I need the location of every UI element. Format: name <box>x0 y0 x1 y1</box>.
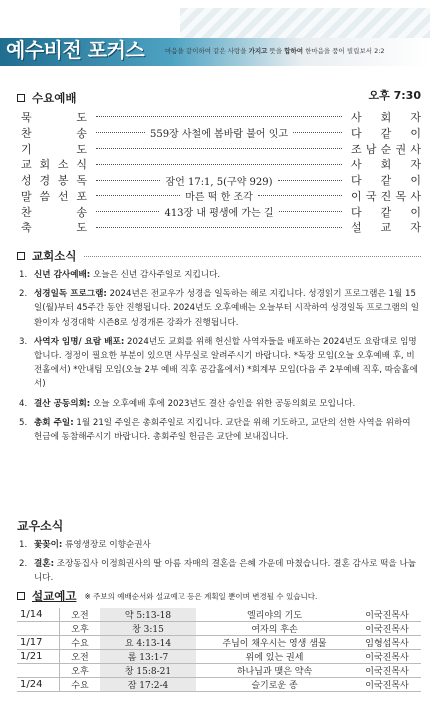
news-item <box>17 557 421 585</box>
schedule-sermon-title: 여자의 후손 <box>196 622 353 636</box>
worship-role: 성 경 봉 독 <box>21 174 87 188</box>
schedule-sermon-title: 엘리야의 기도 <box>196 608 353 622</box>
item-text: 오늘은 신년 감사주일로 지킵니다. <box>90 270 221 280</box>
news-item <box>17 416 421 444</box>
news-item <box>17 287 421 330</box>
worship-role: 묵 도 <box>21 110 87 124</box>
schedule-date <box>17 664 60 678</box>
item-number: 1. <box>19 540 28 550</box>
schedule-date: 1/17 <box>17 636 60 650</box>
worship-row <box>17 156 421 172</box>
worship-person: 이 국 진 목 사 <box>351 189 421 203</box>
schedule-preacher: 이국진목사 <box>353 664 421 678</box>
schedule-preacher: 이국진목사 <box>353 678 421 692</box>
schedule-row <box>17 678 421 692</box>
worship-person: 조 남 순 권 사 <box>351 142 421 156</box>
schedule-scripture: 잠 17:2-4 <box>100 678 196 692</box>
header-banner <box>0 0 431 68</box>
header-slogan: 마음을 같이하여 같은 사랑을 가지고 뜻을 합하여 한마음을 품어 빌립보서 2:2 <box>165 47 385 55</box>
item-number: 5. <box>19 417 28 428</box>
worship-row <box>17 125 421 141</box>
schedule-row <box>17 608 421 622</box>
schedule-scripture: 창 3:15 <box>100 622 196 636</box>
schedule-row <box>17 636 421 650</box>
item-number: 3. <box>19 336 28 347</box>
news-item <box>17 268 421 282</box>
worship-row <box>17 172 421 188</box>
schedule-preacher: 임형섭목사 <box>353 636 421 650</box>
worship-person: 사 회 자 <box>351 110 421 124</box>
item-number: 2. <box>19 559 28 570</box>
schedule-preacher: 이국진목사 <box>353 622 421 636</box>
sermon-schedule-section <box>17 588 421 692</box>
news-item <box>17 538 421 552</box>
worship-title: 수요예배 <box>32 91 77 105</box>
page-title: 예수비전 포커스 <box>6 38 145 62</box>
schedule-sermon-title: 하나님과 맺은 약속 <box>196 664 353 678</box>
news-item <box>17 335 421 392</box>
schedule-time: 오전 <box>60 608 101 622</box>
section-square-icon <box>17 252 25 260</box>
worship-person: 다 같 이 <box>351 174 421 188</box>
item-text: 류영생장로 이향순권사 <box>62 540 151 550</box>
item-text: 2024년은 전교우가 성경을 일독하는 해로 지킵니다. 성경읽기 프로그램은 1월 15일(월)부터 45주간 동안 진행됩니다. 2024년도 오후예배는 오늘부터 시작하여 성경일독 프로그램의 일환이자 성경대학 시즌8로 성경개론 강좌가 진행됩니다. <box>34 289 420 328</box>
schedule-time: 오후 <box>60 664 101 678</box>
section-square-icon <box>17 94 25 102</box>
schedule-scripture: 요 4:13-14 <box>100 636 196 650</box>
worship-row <box>17 220 421 236</box>
item-number: 2. <box>19 289 28 300</box>
item-heading: 총회 주일: <box>34 417 74 428</box>
item-text: 1월 21일 주일은 총회주일로 지킵니다. 교단을 위해 기도하고, 교단의 선한 사역을 위하여 헌금에 동참해주시기 바랍니다. 총회주일 헌금은 교단에 보내집니다. <box>34 417 411 443</box>
schedule-date <box>17 622 60 636</box>
schedule-row <box>17 650 421 664</box>
schedule-row <box>17 622 421 636</box>
schedule-sermon-title: 위에 있는 권세 <box>196 650 353 664</box>
schedule-date: 1/24 <box>17 678 60 692</box>
worship-role: 찬 송 <box>21 126 87 140</box>
schedule-scripture: 약 5:13-18 <box>100 608 196 622</box>
schedule-row <box>17 664 421 678</box>
worship-role: 축 도 <box>21 221 87 235</box>
worship-person: 다 같 이 <box>351 205 421 219</box>
item-heading: 결산 공동의회: <box>34 398 91 409</box>
worship-order <box>17 87 421 235</box>
schedule-preacher: 이국진목사 <box>353 650 421 664</box>
members-title: 교우소식 <box>17 519 64 533</box>
worship-role: 기 도 <box>21 142 87 156</box>
item-heading: 사역자 임명/ 요람 배포: <box>34 336 125 347</box>
news-title: 교회소식 <box>32 249 77 263</box>
header-decoration <box>180 8 430 40</box>
worship-role: 교 회 소 식 <box>21 158 87 172</box>
worship-time: 오후 7:30 <box>368 89 421 102</box>
worship-person: 설 교 자 <box>351 221 421 235</box>
schedule-preacher: 이국진목사 <box>353 608 421 622</box>
news-item <box>17 397 421 411</box>
schedule-date: 1/21 <box>17 650 60 664</box>
worship-row <box>17 141 421 157</box>
item-number: 1. <box>19 270 28 280</box>
schedule-scripture: 롬 13:1-7 <box>100 650 196 664</box>
worship-detail: 559장 사철에 봄바람 불어 잇고 <box>149 129 289 141</box>
worship-detail: 잠언 17:1, 5(구약 929) <box>165 176 273 188</box>
item-text: 오늘 오후예배 후에 2023년도 결산 승인을 위한 공동의회로 모입니다. <box>90 398 356 409</box>
schedule-table <box>17 608 421 692</box>
section-square-icon <box>17 592 25 600</box>
worship-role: 찬 송 <box>21 205 87 219</box>
schedule-time: 오후 <box>60 622 101 636</box>
item-heading: 꽃꽂이: <box>34 540 63 550</box>
worship-row <box>17 188 421 204</box>
schedule-time: 수요 <box>60 636 101 650</box>
worship-row <box>17 109 421 125</box>
item-heading: 결혼: <box>34 559 55 570</box>
schedule-time: 오전 <box>60 650 101 664</box>
worship-role: 말 씀 선 포 <box>21 189 87 203</box>
schedule-scripture: 창 15:8-21 <box>100 664 196 678</box>
church-news-section <box>17 248 421 449</box>
news-list <box>17 268 421 444</box>
worship-person: 다 같 이 <box>351 126 421 140</box>
schedule-sermon-title: 주님이 채우시는 영생 샘물 <box>196 636 353 650</box>
worship-detail: 413장 내 평생에 가는 길 <box>164 208 274 220</box>
worship-rows <box>17 109 421 235</box>
schedule-note: ※ 주보의 예배순서와 설교예고 등은 계획일 뿐이며 변경될 수 있습니다. <box>84 591 318 601</box>
member-news-section <box>17 517 421 591</box>
schedule-title: 설교예고 <box>32 589 77 603</box>
schedule-time: 수요 <box>60 678 101 692</box>
item-heading: 성경일독 프로그램: <box>34 289 107 300</box>
item-heading: 신년 감사예배: <box>34 270 91 280</box>
worship-row <box>17 204 421 220</box>
schedule-date: 1/14 <box>17 608 60 622</box>
worship-person: 사 회 자 <box>351 158 421 172</box>
item-number: 4. <box>19 398 28 409</box>
members-list <box>17 538 421 586</box>
item-text: 2024년도 교회를 위해 헌신할 사역자들을 배포하는 2024년도 요람대로 임명합니다. 정정이 필요한 부분이 있으면 사무실로 알려주시기 바랍니다. *독장 모임(오늘 오후예배 후, 비전홀에서) *안내팀 모임(오늘 2부 예배 직후 공감홀에서) *회계부 모임(다음 주 2부예배 직후, 따숨홀에서) <box>34 336 418 390</box>
item-text: 조장동집사 이정희권사의 딸 아름 자매의 결혼을 은혜 가운데 마쳤습니다. 결혼 감사로 떡을 나눕니다. <box>34 559 417 584</box>
schedule-sermon-title: 슬기로운 종 <box>196 678 353 692</box>
worship-detail: 마른 떡 한 조각 <box>185 192 253 204</box>
